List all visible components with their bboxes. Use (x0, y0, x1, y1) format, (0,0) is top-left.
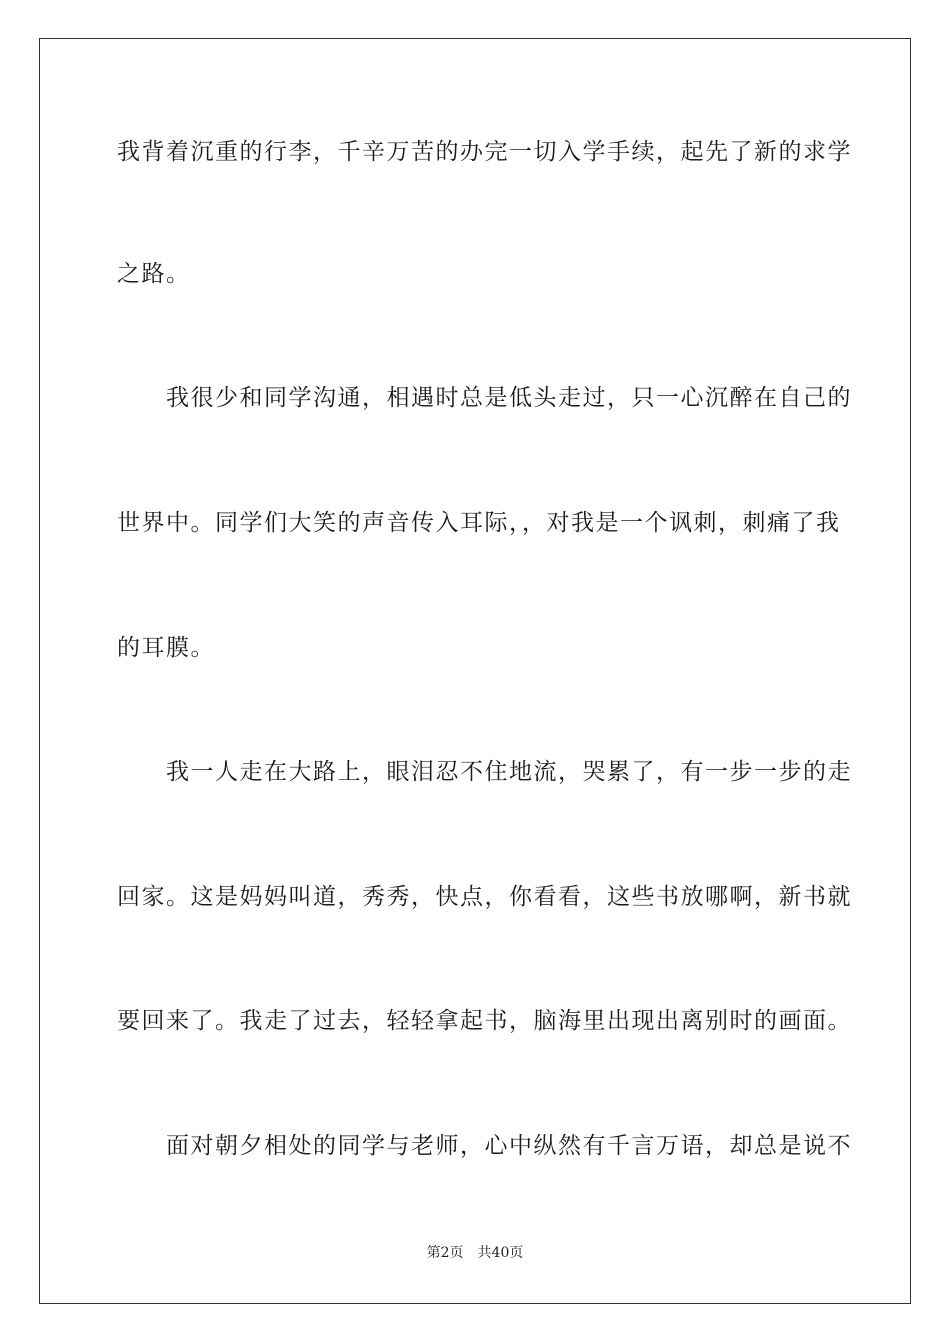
paragraph-line: 要回来了。我走了过去，轻轻拿起书，脑海里出现出离别时的画面。 (117, 1008, 852, 1034)
paragraph-line: 的耳膜。 (117, 635, 215, 661)
paragraph-line: 世界中。同学们大笑的声音传入耳际，，对我是一个讽刺，刺痛了我 (117, 510, 841, 536)
paragraph-line: 回家。这是妈妈叫道，秀秀，快点，你看看，这些书放哪啊，新书就 (117, 884, 852, 910)
page-number: 第2页 (426, 1245, 464, 1261)
page-border (39, 38, 911, 1304)
page-total: 共40页 (477, 1245, 524, 1261)
paragraph-line: 我一人走在大路上，眼泪忍不住地流，哭累了，有一步一步的走 (117, 759, 852, 785)
paragraph-line: 我很少和同学沟通，相遇时总是低头走过，只一心沉醉在自己的 (117, 385, 852, 411)
paragraph-line: 之路。 (117, 261, 191, 287)
paragraph-line: 我背着沉重的行李，千辛万苦的办完一切入学手续，起先了新的求学 (117, 139, 852, 165)
page-footer (0, 1244, 950, 1262)
paragraph-line: 面对朝夕相处的同学与老师，心中纵然有千言万语，却总是说不 (117, 1133, 852, 1159)
